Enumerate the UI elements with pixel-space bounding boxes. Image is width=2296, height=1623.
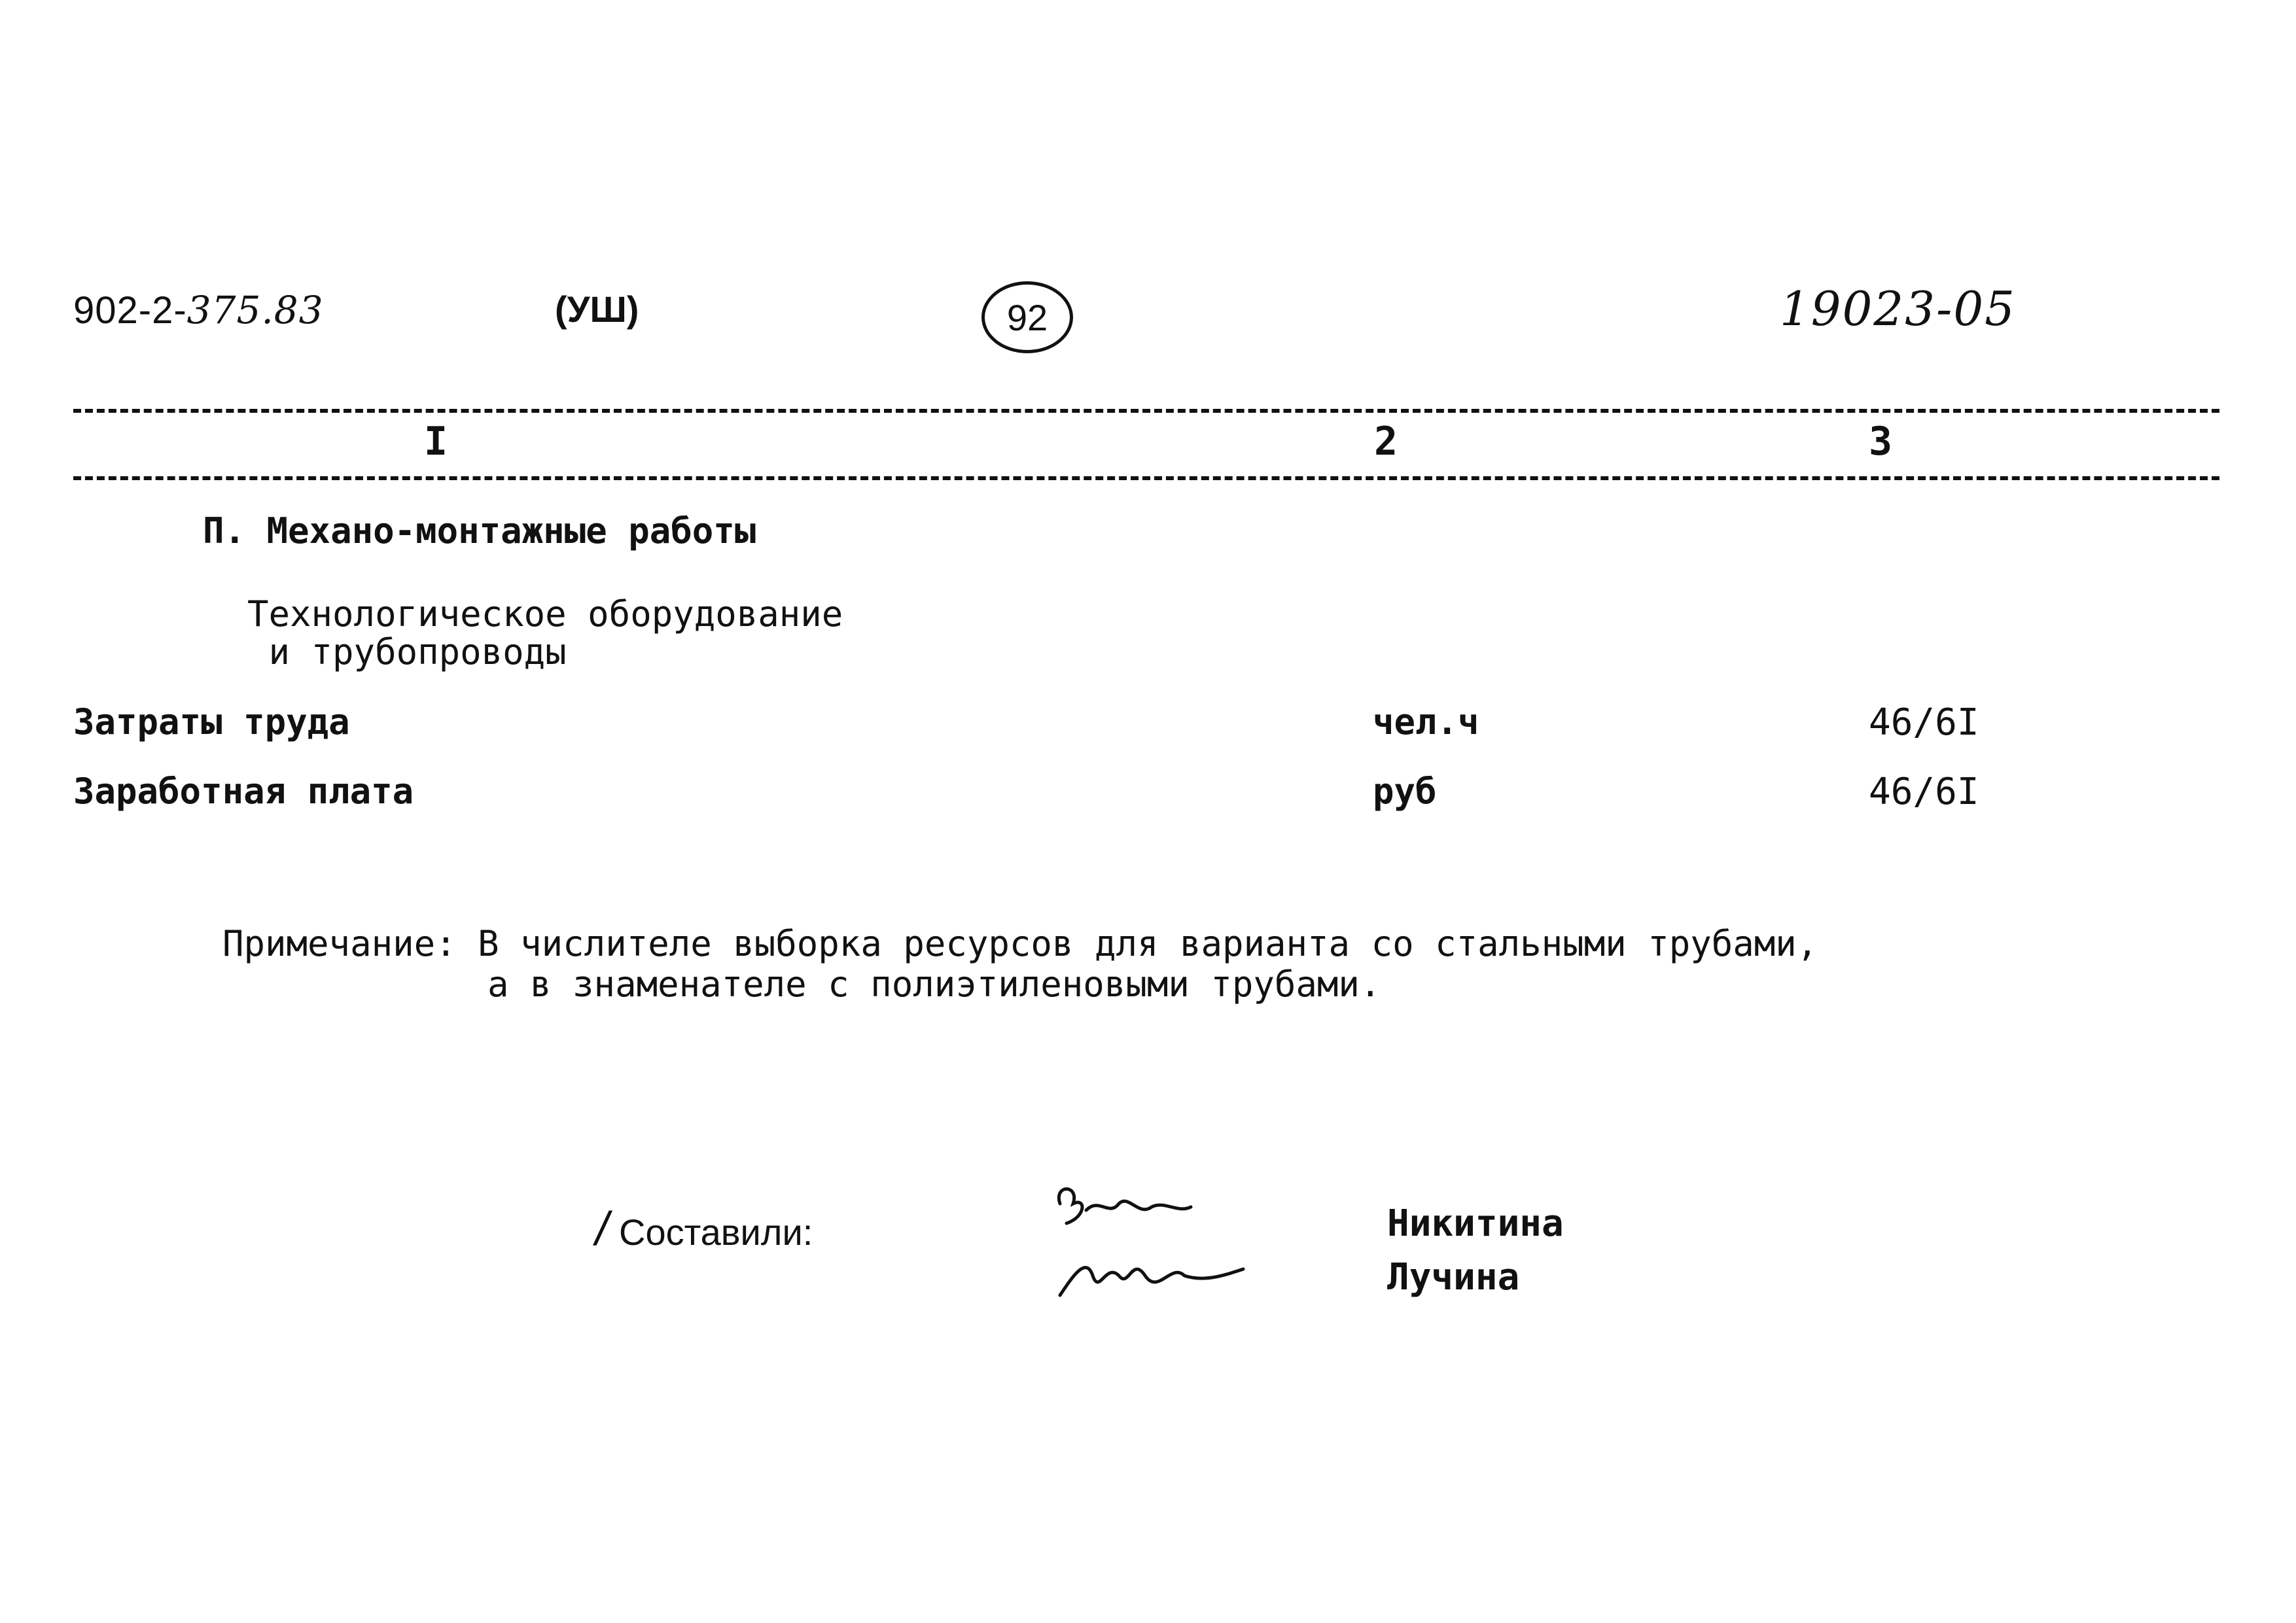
document-code-printed: 902-2- (73, 289, 187, 332)
row-label-labor: Затраты труда (73, 701, 350, 742)
archive-number: 19023-05 (1780, 281, 2016, 336)
column-number-1: I (424, 419, 448, 464)
slash-mark: / (595, 1203, 609, 1255)
compiled-by-text: Составили: (619, 1212, 813, 1253)
note-line-2: а в знаменателе с полиэтиленовыми трубами. (487, 964, 1381, 1005)
compiler-name-2: Лучина (1387, 1256, 1520, 1299)
page-number: 92 (1006, 296, 1048, 338)
subsection-title: Технологическое оборудование и трубопроводы (247, 593, 843, 672)
column-number-3: 3 (1869, 419, 1893, 464)
compiled-by-label (595, 1202, 813, 1256)
table-top-rule (73, 409, 2219, 413)
row-unit-labor: чел.ч (1373, 701, 1479, 742)
table-header-rule (73, 476, 2219, 480)
document-code (73, 288, 324, 332)
section-title: П. Механо-монтажные работы (203, 510, 756, 551)
compiler-name-1: Никитина (1387, 1202, 1564, 1245)
section-mark: (УШ) (555, 288, 639, 330)
document-code-handwritten: 375.83 (186, 288, 324, 332)
page-number-circle (981, 281, 1073, 353)
handwritten-signatures (1047, 1178, 1256, 1315)
note-line-1: Примечание: В числителе выборка ресурсов для варианта со стальными трубами, (222, 923, 1818, 964)
column-number-2: 2 (1374, 419, 1398, 464)
row-value-labor: 46/6I (1869, 701, 1979, 744)
row-label-wages: Заработная плата (73, 771, 414, 812)
row-value-wages: 46/6I (1869, 771, 1979, 813)
row-unit-wages: руб (1373, 771, 1437, 812)
